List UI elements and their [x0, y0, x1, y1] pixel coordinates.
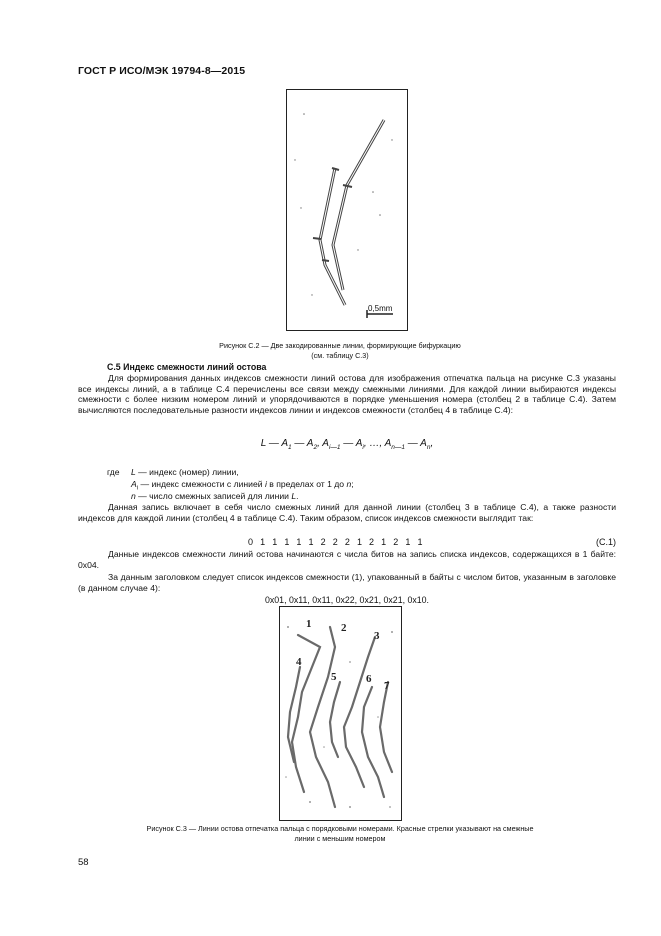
- page-number: 58: [78, 857, 89, 868]
- definition-L: L — индекс (номер) линии,: [131, 467, 239, 477]
- scale-label: 0,5mm: [368, 304, 393, 313]
- sequence-values: 0 1 1 1 1 1 2 2 2 1 2 1 2 1 1: [248, 537, 425, 547]
- paragraph-4: За данным заголовком следует список индексов смежности (1), упакованный в байты с числом битов, указанным в заголовке (в данном случае 4):: [78, 572, 616, 593]
- figure-c3-caption: Рисунок C.3 — Линии остова отпечатка пальца с порядковыми номерами. Красные стрелки указывают на смежные линии с меньшим номером: [146, 824, 534, 843]
- standard-header: ГОСТ Р ИСО/МЭК 19794-8—2015: [78, 65, 246, 77]
- section-heading: C.5 Индекс смежности линий остова: [107, 362, 267, 372]
- formula: L — $A_1$ — $A_2$, $A_{i—1}$ — $A_i$, …, $A_{n—1}$ — $A_n$,: [260, 438, 434, 451]
- where-label: где: [107, 467, 120, 477]
- line-number-5: 5: [331, 671, 337, 683]
- line-number-7: 7: [384, 680, 390, 692]
- definition-Ai: $A_i$ — индекс смежности с линией i в пределах от 1 до n;: [131, 479, 354, 492]
- line-number-4: 4: [296, 656, 302, 668]
- definition-n: n — число смежных записей для линии L.: [131, 491, 299, 501]
- figure-c3-image: [279, 606, 402, 821]
- paragraph-2: Данная запись включает в себя число смежных линий для данной линии (столбец 3 в таблице С.4), а также разности индексов для каждой линии (столбец 4 в таблице С.4). Таким образом, список индексов смежности выглядит так:: [78, 502, 616, 523]
- figure-c2-image: [286, 89, 408, 331]
- line-number-6: 6: [366, 673, 372, 685]
- bifurcation-drawing: [287, 90, 407, 330]
- line-number-2: 2: [341, 622, 347, 634]
- skeleton-lines-drawing: [280, 607, 401, 820]
- line-number-1: 1: [306, 618, 312, 630]
- figure-c2-caption: Рисунок C.2 — Две закодированные линии, формирующие бифуркацию (см. таблицу C.3): [219, 341, 461, 360]
- line-number-3: 3: [374, 630, 380, 642]
- paragraph-3: Данные индексов смежности линий остова начинаются с числа битов на запись списка индексов, содержащихся в 1 байте: 0x04.: [78, 549, 616, 570]
- packed-bytes: 0x01, 0x11, 0x11, 0x22, 0x21, 0x21, 0x10.: [265, 595, 429, 605]
- equation-label: (C.1): [596, 537, 616, 547]
- paragraph-1: Для формирования данных индексов смежности линий остова для изображения отпечатка пальца на рисунке С.3 указаны все индексы линий, а в таблице С.4 перечислены все связи между смежными линиями. Для каждой линии выбираются индексы смежности с более низким номером линий и упорядочиваются в порядке уменьшения номера (столбец 2 в таблице С.4). Затем вычисляются последовательные разности индексов линии и индексов смежности (столбец 4 в таблице С.4):: [78, 373, 616, 415]
